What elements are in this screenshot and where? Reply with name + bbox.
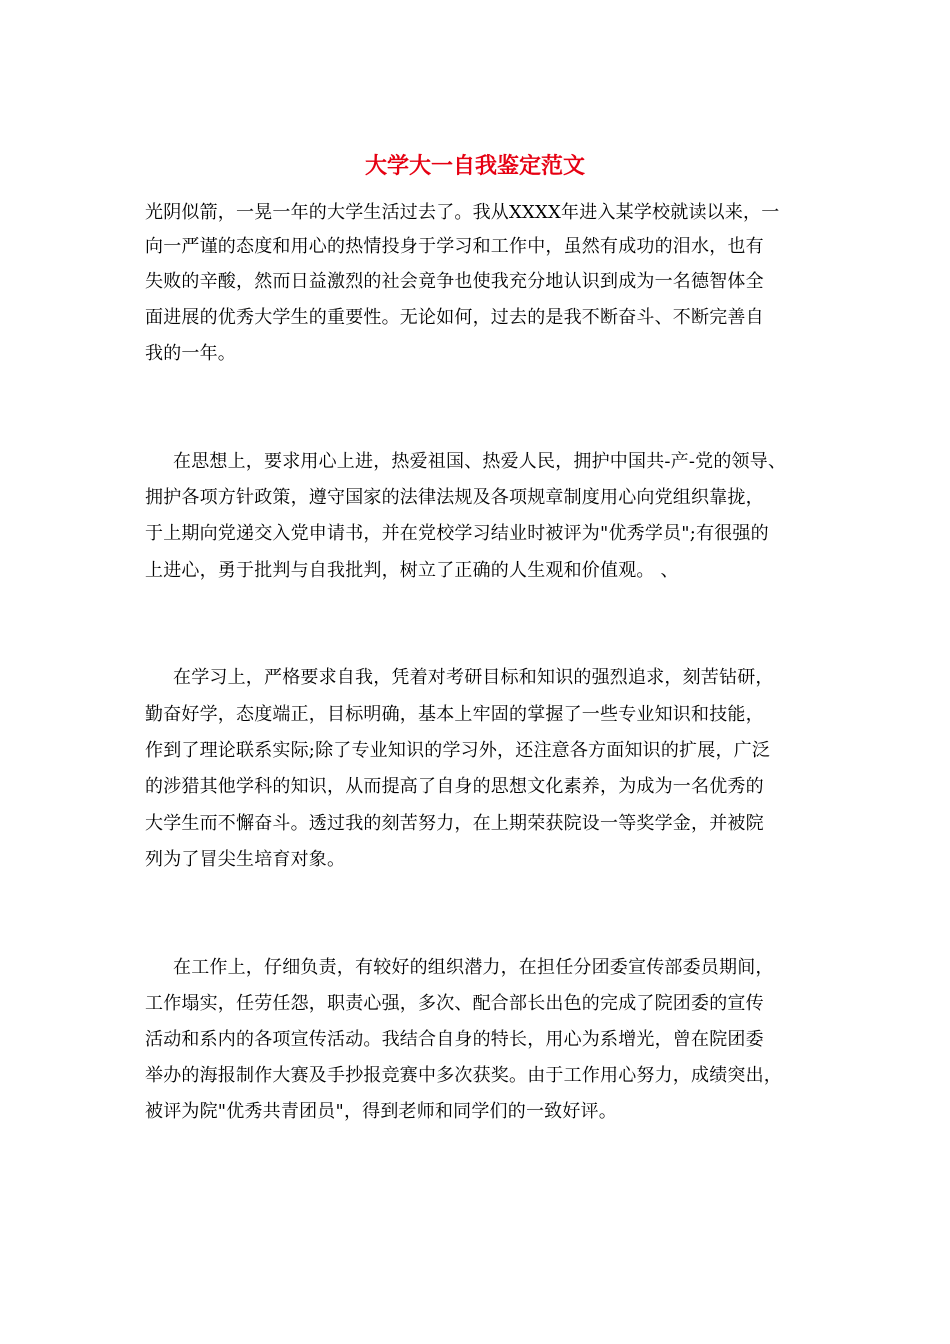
paragraph-3-line-2: 勤奋好学，态度端正，目标明确，基本上牢固的掌握了一些专业知识和技能， — [145, 704, 764, 725]
paragraph-2-line-4: 上进心，勇于批判与自我批判，树立了正确的人生观和价值观。 、 — [145, 560, 679, 581]
paragraph-4-line-1: 在工作上，仔细负责，有较好的组织潜力，在担任分团委宣传部委员期间， — [173, 957, 774, 978]
paragraph-3-line-3: 作到了理论联系实际;除了专业知识的学习外，还注意各方面知识的扩展，广泛 — [145, 740, 771, 761]
paragraph-3-line-6: 列为了冒尖生培育对象。 — [145, 849, 346, 870]
paragraph-1-line-5: 我的一年。 — [145, 343, 236, 364]
paragraph-4-line-3: 活动和系内的各项宣传活动。我结合自身的特长，用心为系增光，曾在院团委 — [145, 1029, 764, 1050]
paragraph-2-line-3: 于上期向党递交入党申请书，并在党校学习结业时被评为"优秀学员";有很强的 — [145, 523, 769, 544]
paragraph-1-line-3: 失败的辛酸，然而日益激烈的社会竟争也使我充分地认识到成为一名德智体全 — [145, 271, 764, 292]
paragraph-1-line-2: 向一严谨的态度和用心的热情投身于学习和工作中，虽然有成功的泪水，也有 — [145, 236, 764, 257]
paragraph-4-line-5: 被评为院"优秀共青团员"，得到老师和同学们的一致好评。 — [145, 1101, 617, 1122]
paragraph-3-line-1: 在学习上，严格要求自我，凭着对考研目标和知识的强烈追求，刻苦钻研， — [173, 667, 774, 688]
paragraph-1-line-1: 光阴似箭，一晃一年的大学生活过去了。我从XXXX年进入某学校就读以来，一 — [145, 202, 780, 223]
paragraph-4-line-4: 举办的海报制作大赛及手抄报竞赛中多次获奖。由于工作用心努力，成绩突出， — [145, 1065, 782, 1086]
document-title: 大学大一自我鉴定范文 — [364, 154, 585, 179]
paragraph-1-line-4: 面进展的优秀大学生的重要性。无论如何，过去的是我不断奋斗、不断完善自 — [145, 307, 764, 328]
paragraph-2-line-1: 在思想上，要求用心上进，热爱祖国、热爱人民，拥护中国共-产-党的领导、 — [173, 451, 787, 472]
paragraph-2-line-2: 拥护各项方针政策，遵守国家的法律法规及各项规章制度用心向党组织靠拢， — [145, 487, 764, 508]
paragraph-3-line-5: 大学生而不懈奋斗。透过我的刻苦努力，在上期荣获院设一等奖学金，并被院 — [145, 813, 764, 834]
paragraph-3-line-4: 的涉猎其他学科的知识，从而提高了自身的思想文化素养，为成为一名优秀的 — [145, 776, 764, 797]
paragraph-4-line-2: 工作塌实，任劳任怨，职责心强，多次、配合部长出色的完成了院团委的宣传 — [145, 993, 764, 1014]
